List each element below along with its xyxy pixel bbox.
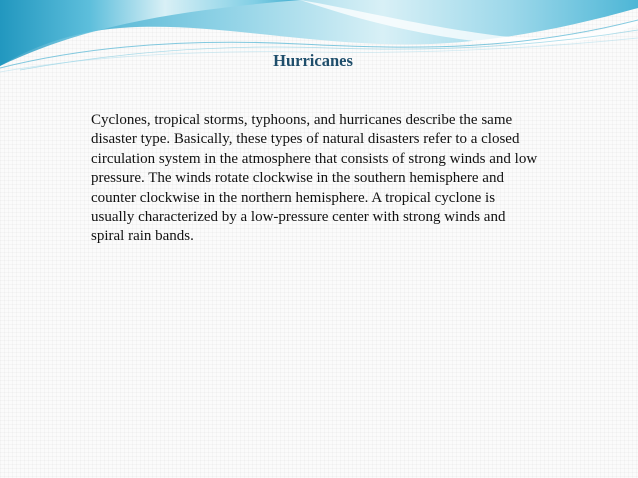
slide-title: Hurricanes	[273, 51, 353, 70]
slide-body-text: Cyclones, tropical storms, typhoons, and hurricanes describe the same disaster type. Basically, these types of natural disasters refer to a closed circulation system in the atmosphere that consists of strong winds and low pressure. The winds rotate clockwise in the southern hemisphere and counter clockwise in the northern hemisphere. A tropical cyclone is usually characterized by a low-pressure center with strong winds and spiral rain bands.	[91, 112, 538, 245]
